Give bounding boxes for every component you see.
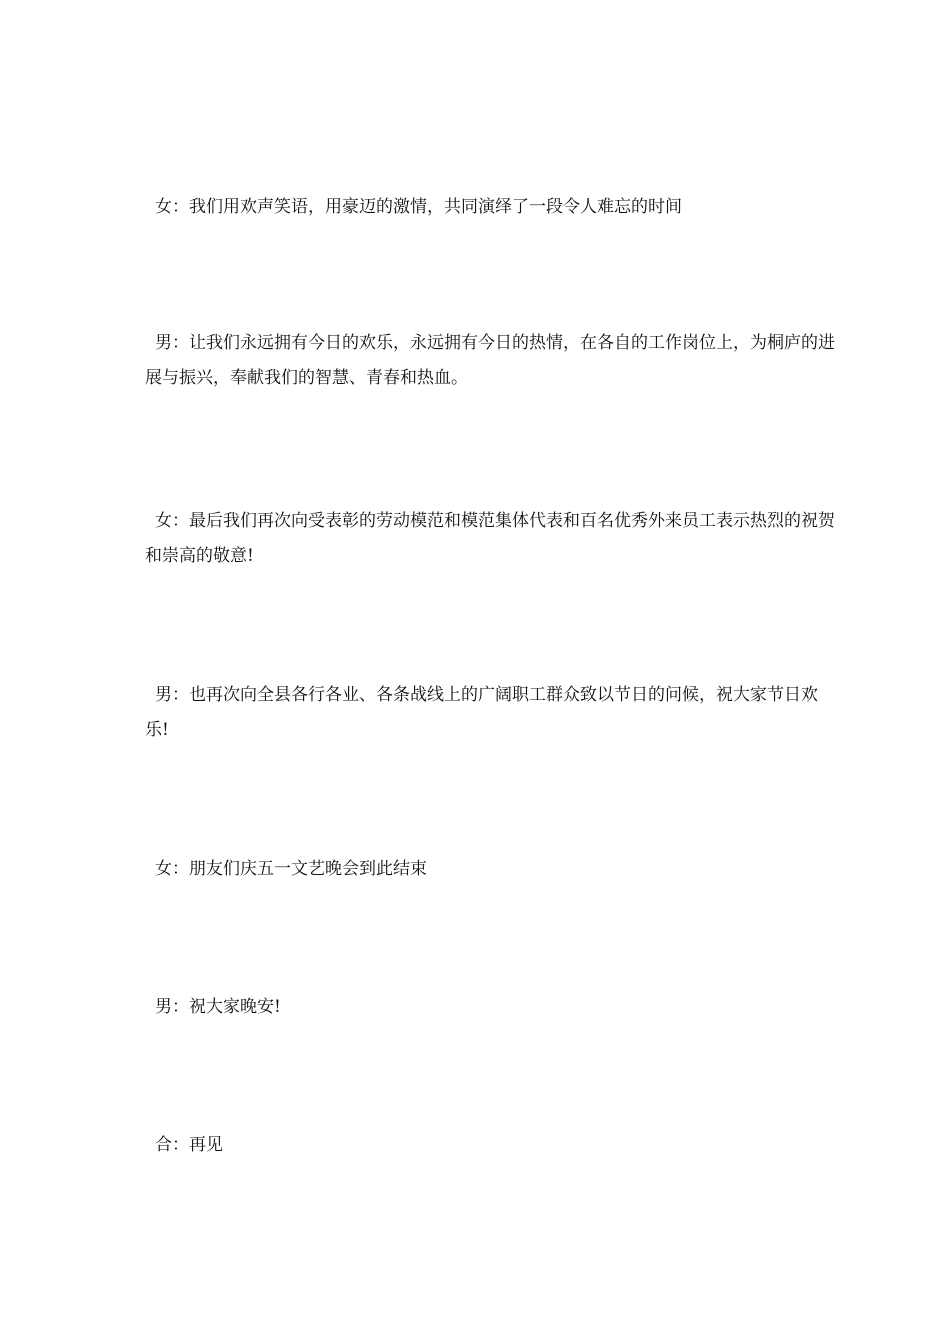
paragraph-male-closing-1: 男：让我们永远拥有今日的欢乐，永远拥有今日的热情，在各自的工作岗位上，为桐庐的进展与振兴，奉献我们的智慧、青春和热血。 [145, 333, 835, 388]
paragraph-male-closing-2: 男：也再次向全县各行各业、各条战线上的广阔职工群众致以节日的问候，祝大家节日欢乐! [145, 685, 818, 740]
paragraph-female-closing-2: 女：最后我们再次向受表彰的劳动模范和模范集体代表和百名优秀外来员工表示热烈的祝贺和崇高的敬意! [145, 511, 835, 566]
paragraph-male-closing-3: 男：祝大家晚安! [155, 997, 281, 1017]
paragraph-female-closing-3: 女：朋友们庆五一文艺晚会到此结束 [155, 859, 427, 879]
paragraph-together-farewell: 合：再见 [155, 1135, 223, 1155]
paragraph-female-closing-1: 女：我们用欢声笑语，用豪迈的激情，共同演绎了一段令人难忘的时间 [155, 197, 682, 217]
